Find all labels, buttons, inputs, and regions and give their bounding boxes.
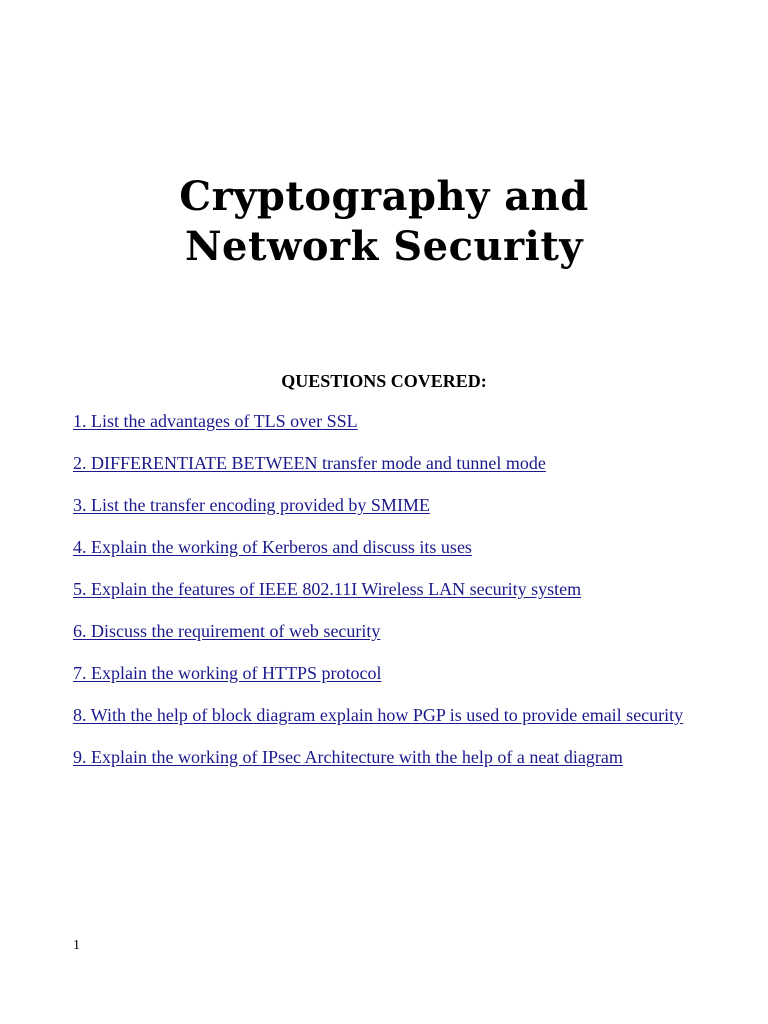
list-item bbox=[73, 705, 693, 726]
page-number: 1 bbox=[73, 938, 80, 953]
list-item bbox=[73, 663, 693, 684]
question-list bbox=[73, 411, 693, 789]
question-link-5[interactable]: 5. Explain the features of IEEE 802.11I Wireless LAN security system bbox=[73, 579, 582, 599]
question-link-4[interactable]: 4. Explain the working of Kerberos and discuss its uses bbox=[73, 537, 472, 557]
document-title bbox=[0, 172, 768, 272]
list-item bbox=[73, 411, 693, 432]
list-item bbox=[73, 621, 693, 642]
list-item bbox=[73, 453, 693, 474]
list-item bbox=[73, 747, 693, 768]
list-item bbox=[73, 537, 693, 558]
question-link-3[interactable]: 3. List the transfer encoding provided by SMIME bbox=[73, 495, 430, 515]
title-line-1: Cryptography and bbox=[179, 173, 589, 220]
question-link-9[interactable]: 9. Explain the working of IPsec Architecture with the help of a neat diagram bbox=[73, 747, 623, 767]
questions-heading: QUESTIONS COVERED: bbox=[281, 371, 487, 391]
list-item bbox=[73, 495, 693, 516]
question-link-8[interactable]: 8. With the help of block diagram explain how PGP is used to provide email security bbox=[73, 705, 684, 725]
title-line-2: Network Security bbox=[184, 223, 584, 270]
question-link-7[interactable]: 7. Explain the working of HTTPS protocol bbox=[73, 663, 382, 683]
list-item bbox=[73, 579, 693, 600]
question-link-1[interactable]: 1. List the advantages of TLS over SSL bbox=[73, 411, 358, 431]
question-link-6[interactable]: 6. Discuss the requirement of web security bbox=[73, 621, 381, 641]
question-link-2[interactable]: 2. DIFFERENTIATE BETWEEN transfer mode and tunnel mode bbox=[73, 453, 546, 473]
